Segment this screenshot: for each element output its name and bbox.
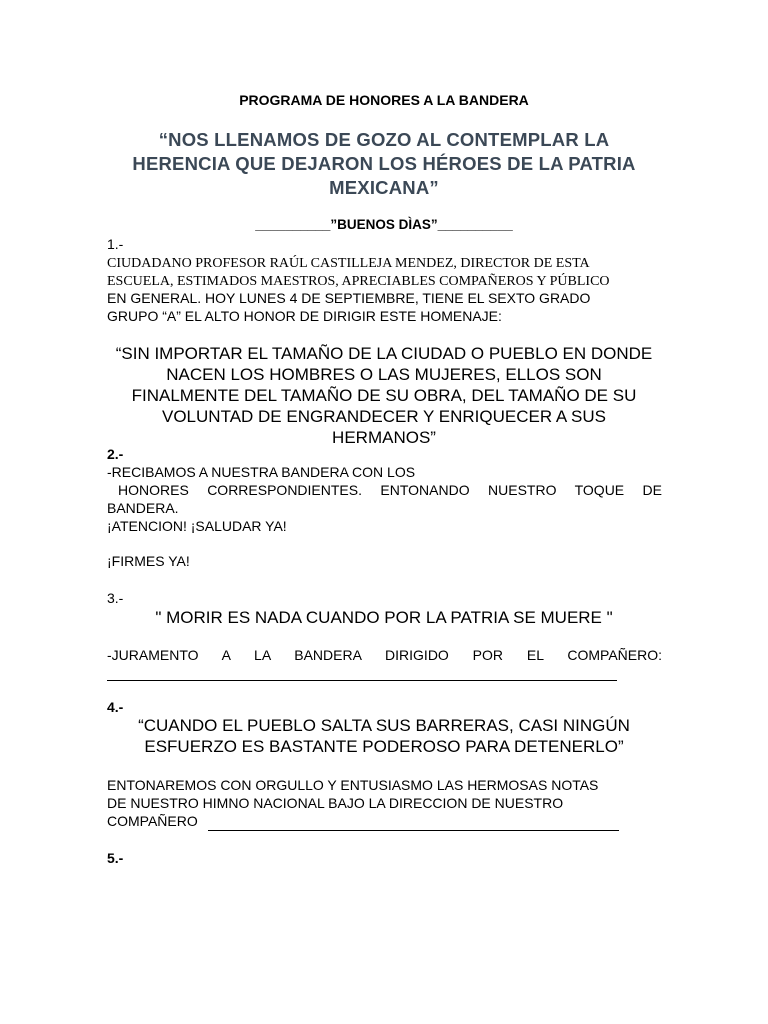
section-2-line-2: HONORES CORRESPONDIENTES. ENTONANDO NUESTRO TOQUE DE: [118, 482, 662, 498]
section-2-line-1: -RECIBAMOS A NUESTRA BANDERA CON LOS: [107, 464, 416, 480]
section-4-text: [107, 776, 662, 830]
section-1-line-2: ESCUELA, ESTIMADOS MAESTROS, APRECIABLES COMPAÑEROS Y PÚBLICO: [107, 274, 610, 289]
program-motto: “NOS LLENAMOS DE GOZO AL CONTEMPLAR LA HERENCIA QUE DEJARON LOS HÉROES DE LA PATRIA MEXICANA”: [132, 129, 636, 198]
section-1-quote: “SIN IMPORTAR EL TAMAÑO DE LA CIUDAD O PUEBLO EN DONDE NACEN LOS HOMBRES O LAS MUJERES, ELLOS SON FINALMENTE DEL TAMAÑO DE SU OBRA, DEL TAMAÑO DE SU VOLUNTAD DE ENGRANDECER Y ENRIQUECER A SUS HERMANOS”: [115, 344, 653, 447]
section-3-oath: -JURAMENTO A LA BANDERA DIRIGIDO POR EL COMPAÑERO:: [107, 647, 662, 663]
section-2-number: 2.-: [107, 446, 124, 462]
section-4-blank-line: [208, 830, 619, 831]
section-3-blank-line: [107, 680, 617, 681]
page-title: PROGRAMA DE HONORES A LA BANDERA: [239, 92, 529, 108]
section-2-line-3: BANDERA.: [107, 500, 179, 516]
section-4-line-3-row: [107, 812, 662, 830]
section-2-text: [107, 463, 662, 535]
section-1-line-1: CIUDADANO PROFESOR RAÚL CASTILLEJA MENDEZ, DIRECTOR DE ESTA: [107, 256, 590, 271]
section-4-number: 4.-: [107, 699, 124, 715]
section-2-line-4: ¡ATENCION! ¡SALUDAR YA!: [107, 518, 287, 534]
section-5-number: 5.-: [107, 850, 124, 866]
section-4-line-1: ENTONAREMOS CON ORGULLO Y ENTUSIASMO LAS HERMOSAS NOTAS: [107, 777, 599, 793]
section-4-line-2: DE NUESTRO HIMNO NACIONAL BAJO LA DIRECCION DE NUESTRO: [107, 795, 564, 811]
section-3-number: 3.-: [107, 590, 124, 606]
section-1-number: 1.-: [107, 236, 124, 252]
section-4-quote: “CUANDO EL PUEBLO SALTA SUS BARRERAS, CASI NINGÚN ESFUERZO ES BASTANTE PODEROSO PARA DETENERLO”: [138, 716, 630, 756]
section-2-line-5: ¡FIRMES YA!: [107, 553, 190, 569]
section-3-quote: " MORIR ES NADA CUANDO POR LA PATRIA SE MUERE ": [155, 608, 613, 627]
greeting: __________”BUENOS DÌAS”__________: [255, 217, 513, 232]
section-1-intro-cont: [107, 289, 662, 325]
section-1-intro: [107, 255, 667, 291]
section-4-line-3: COMPAÑERO: [107, 813, 198, 829]
section-1-line-3: EN GENERAL. HOY LUNES 4 DE SEPTIEMBRE, TIENE EL SEXTO GRADO: [107, 290, 591, 306]
section-1-line-4: GRUPO “A” EL ALTO HONOR DE DIRIGIR ESTE HOMENAJE:: [107, 308, 502, 324]
